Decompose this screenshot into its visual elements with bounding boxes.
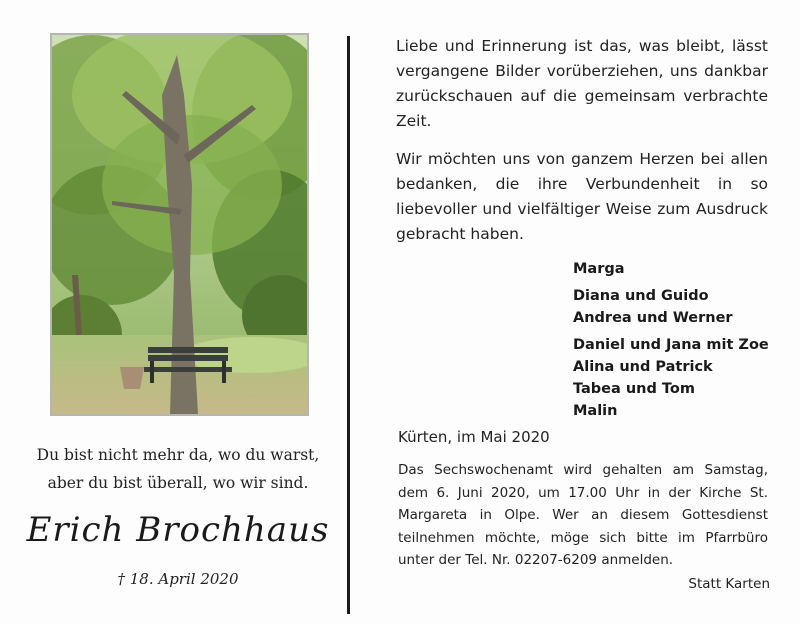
tree-illustration bbox=[52, 35, 307, 414]
thank-you-message bbox=[396, 34, 768, 260]
signer: Malin bbox=[573, 403, 618, 419]
mass-notice bbox=[398, 459, 768, 572]
signer: Tabea und Tom bbox=[573, 381, 695, 397]
signer: Diana und Guido bbox=[573, 288, 709, 304]
tree-bench-photo bbox=[50, 33, 309, 416]
notice-line: unter der Tel. Nr. 02207-6209 anmelden. bbox=[398, 552, 674, 568]
signers-group-3 bbox=[573, 334, 769, 422]
signer: Daniel und Jana mit Zoe bbox=[573, 337, 769, 353]
notice-line: dem 6. Juni 2020, um 17.00 Uhr in der Kirche St. bbox=[398, 484, 768, 501]
signer: Alina und Patrick bbox=[573, 359, 713, 375]
signers-group-2 bbox=[573, 285, 769, 329]
signer: Marga bbox=[573, 261, 625, 277]
quote-line-2: aber du bist überall, wo wir sind. bbox=[47, 474, 309, 492]
signers-group-1 bbox=[573, 258, 769, 280]
message-paragraph-1: Liebe und Erinnerung ist das, was bleibt, lässt vergangene Bilder vorüberziehen, uns dankbar zurückschauen auf die gemeinsam verbrachte Zeit. bbox=[396, 37, 768, 130]
statt-karten: Statt Karten bbox=[688, 576, 770, 592]
notice-line: Das Sechswochenamt wird gehalten am Samstag, bbox=[398, 462, 768, 478]
signers-list bbox=[573, 258, 769, 427]
notice-line: teilnehmen möchte, möge sich bitte im Pfarrbüro bbox=[398, 529, 768, 546]
place-date: Kürten, im Mai 2020 bbox=[398, 428, 550, 446]
vertical-divider bbox=[347, 36, 350, 614]
quote-line-1: Du bist nicht mehr da, wo du warst, bbox=[36, 446, 320, 464]
notice-line: Margareta in Olpe. Wer an diesem Gottesdienst bbox=[398, 507, 768, 523]
death-date: † 18. April 2020 bbox=[117, 570, 239, 588]
signer: Andrea und Werner bbox=[573, 310, 733, 326]
deceased-name: Erich Brochhaus bbox=[26, 510, 330, 550]
memorial-quote bbox=[28, 441, 328, 497]
message-paragraph-2: Wir möchten uns von ganzem Herzen bei allen bedanken, die ihre Verbundenheit in so liebevoller und vielfältiger Weise zum Ausdruck gebracht haben. bbox=[396, 150, 768, 243]
